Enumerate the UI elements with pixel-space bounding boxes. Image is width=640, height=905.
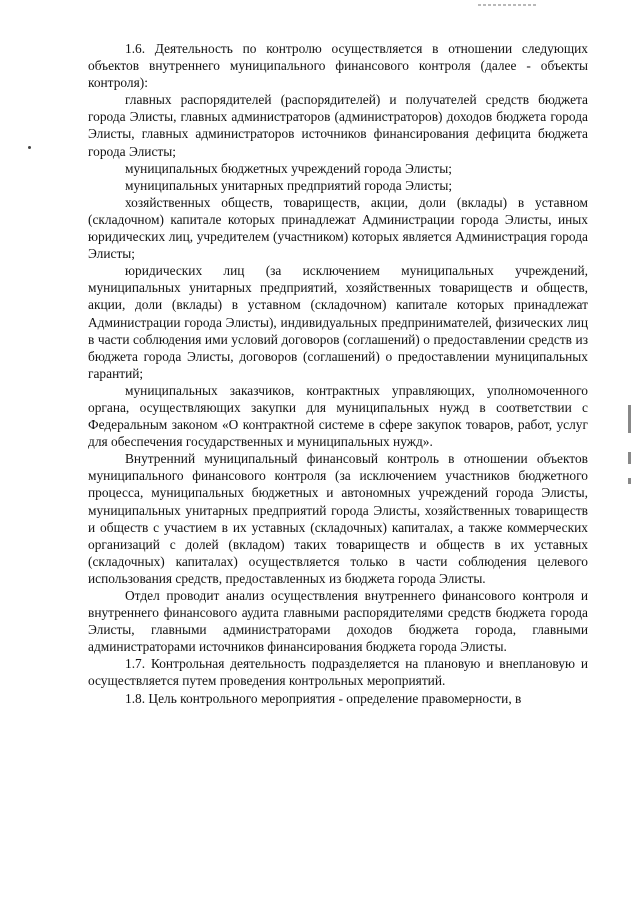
scan-artifact-top [478,4,536,6]
paragraph-business-companies: хозяйственных обществ, товариществ, акции, доли (вклады) в уставном (складочном) капитале которых принадлежат Администрации города Элисты, иных юридических лиц, учредителем (участником) которых является Администрация города Элисты; [88,194,588,262]
paragraph-department-analysis: Отдел проводит анализ осуществления внутреннего финансового контроля и внутреннего финансового аудита главными распорядителями средств бюджета города Элисты, главными администраторами доходов бюджета города, главными администраторами источников финансирования бюджета города Элисты. [88,588,588,655]
paragraph-1-8: 1.8. Цель контрольного мероприятия - определение правомерности, в [125,690,522,706]
paragraph-municipal-customers: муниципальных заказчиков, контрактных управляющих, уполномоченного органа, осуществляющих закупки для муниципальных нужд в соответствии с Федеральным законом «О контрактной системе в сфере закупок товаров, работ, услуг для обеспечения государственных и муниципальных нужд». [88,382,588,450]
scan-artifact-edge [628,405,631,433]
scan-artifact-dot [28,146,31,149]
paragraph-budget-institutions: муниципальных бюджетных учреждений города Элисты; [125,160,452,176]
scan-artifact-edge [628,478,631,484]
paragraph-1-7: 1.7. Контрольная деятельность подразделяется на плановую и внеплановую и осуществляется путем проведения контрольных мероприятий. [88,656,588,689]
paragraph-internal-control: Внутренний муниципальный финансовый контроль в отношении объектов муниципального финансового контроля (за исключением участников бюджетного процесса, муниципальных бюджетных и автономных учреждений города Элисты, муниципальных унитарных предприятий города Элисты, хозяйственных товариществ и обществ с участием в их уставных (складочных) капиталах, а также коммерческих организаций с долей (вкладом) таких товариществ и обществ в их уставных (складочных) капиталах) осуществляется только в части соблюдения целевого использования средств, предоставленных из бюджета города Элисты. [88,451,588,586]
scan-artifact-edge [628,452,631,464]
paragraph-main-administrators: главных распорядителей (распорядителей) и получателей средств бюджета города Элисты, главных администраторов (администраторов) доходов бюджета города Элисты, главных администраторов источников финансирования дефицита бюджета города Элисты; [88,92,588,159]
document-page [88,40,588,707]
paragraph-unitary-enterprises: муниципальных унитарных предприятий города Элисты; [125,177,453,193]
paragraph-1-6: 1.6. Деятельность по контролю осуществляется в отношении следующих объектов внутреннего муниципального финансового контроля (далее - объекты контроля): [88,41,588,91]
paragraph-legal-entities: юридических лиц (за исключением муниципальных учреждений, муниципальных унитарных предприятий, хозяйственных товариществ и обществ, акции, доли (вклады) в уставном (складочном) капитале которых принадлежат Администрации города Элисты), индивидуальных предпринимателей, физических лиц в части соблюдения ими условий договоров (соглашений) о предоставлении средств из бюджета города Элисты, договоров (соглашений) о предоставлении муниципальных гарантий; [88,263,588,381]
